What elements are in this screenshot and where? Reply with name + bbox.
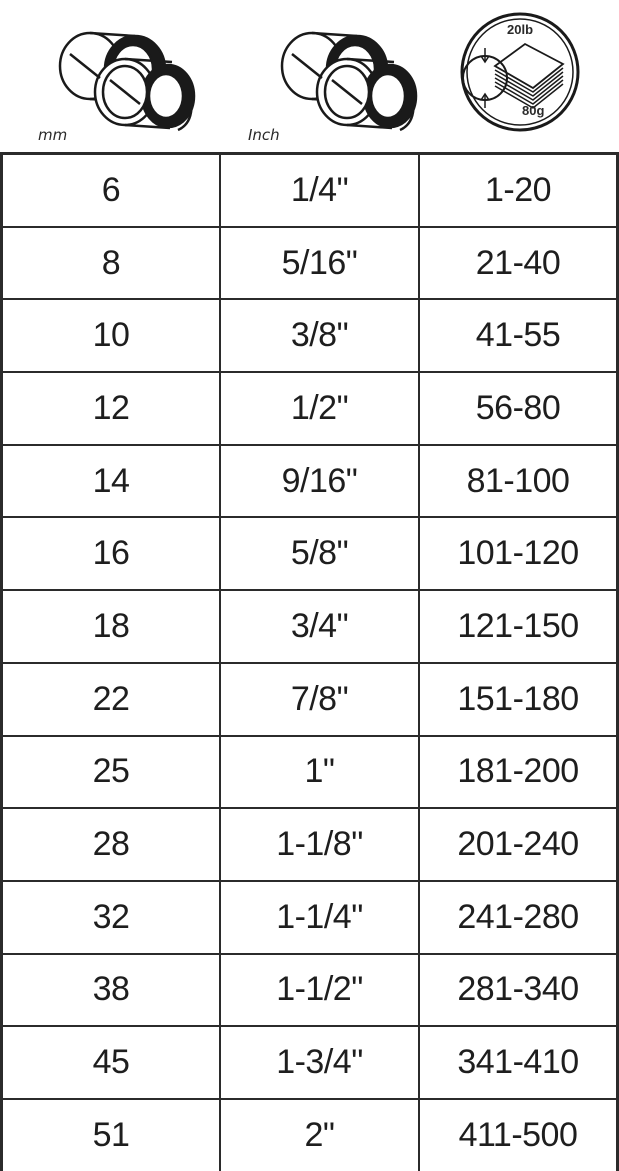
binding-coil-icon <box>262 14 422 142</box>
table-row <box>2 227 618 300</box>
binding-size-table <box>0 152 619 1171</box>
table-row <box>2 154 618 227</box>
inch-cell: 3/4" <box>220 590 419 663</box>
table-row <box>2 590 618 663</box>
table-row <box>2 299 618 372</box>
table-row <box>2 517 618 590</box>
sheets-cell: 411-500 <box>419 1099 618 1171</box>
inch-cell: 1/2" <box>220 372 419 445</box>
inch-cell: 1-1/4" <box>220 881 419 954</box>
table-row <box>2 954 618 1027</box>
paper-weight-g: 80g <box>522 103 545 118</box>
mm-cell: 8 <box>2 227 221 300</box>
table-row <box>2 881 618 954</box>
mm-label: mm <box>38 126 68 144</box>
mm-cell: 18 <box>2 590 221 663</box>
inch-cell: 2" <box>220 1099 419 1171</box>
mm-cell: 51 <box>2 1099 221 1171</box>
mm-cell: 6 <box>2 154 221 227</box>
table-row <box>2 736 618 809</box>
sheets-cell: 241-280 <box>419 881 618 954</box>
mm-cell: 12 <box>2 372 221 445</box>
mm-cell: 10 <box>2 299 221 372</box>
sheets-cell: 1-20 <box>419 154 618 227</box>
mm-cell: 14 <box>2 445 221 518</box>
sheets-cell: 151-180 <box>419 663 618 736</box>
inch-cell: 1" <box>220 736 419 809</box>
inch-cell: 1-1/8" <box>220 808 419 881</box>
table-row <box>2 1026 618 1099</box>
mm-cell: 32 <box>2 881 221 954</box>
table-body <box>2 154 618 1171</box>
sheets-cell: 281-340 <box>419 954 618 1027</box>
sheets-cell: 121-150 <box>419 590 618 663</box>
sheets-cell: 201-240 <box>419 808 618 881</box>
inch-cell: 5/8" <box>220 517 419 590</box>
binding-coil-icon <box>40 14 200 142</box>
sheets-cell: 181-200 <box>419 736 618 809</box>
table-row <box>2 1099 618 1171</box>
paper-weight-lb: 20lb <box>507 22 534 37</box>
sheets-cell: 81-100 <box>419 445 618 518</box>
mm-cell: 45 <box>2 1026 221 1099</box>
table-row <box>2 808 618 881</box>
inch-cell: 9/16" <box>220 445 419 518</box>
sheets-cell: 101-120 <box>419 517 618 590</box>
sheets-cell: 41-55 <box>419 299 618 372</box>
table-row <box>2 445 618 518</box>
inch-cell: 1/4" <box>220 154 419 227</box>
inch-cell: 5/16" <box>220 227 419 300</box>
mm-cell: 22 <box>2 663 221 736</box>
table-row <box>2 663 618 736</box>
inch-cell: 3/8" <box>220 299 419 372</box>
table-header-icons <box>0 0 619 152</box>
sheets-cell: 21-40 <box>419 227 618 300</box>
inch-cell: 1-1/2" <box>220 954 419 1027</box>
table-row <box>2 372 618 445</box>
inch-cell: 7/8" <box>220 663 419 736</box>
sheets-cell: 341-410 <box>419 1026 618 1099</box>
sheets-cell: 56-80 <box>419 372 618 445</box>
mm-cell: 16 <box>2 517 221 590</box>
mm-cell: 38 <box>2 954 221 1027</box>
inch-label: Inch <box>248 126 280 144</box>
mm-cell: 28 <box>2 808 221 881</box>
inch-cell: 1-3/4" <box>220 1026 419 1099</box>
mm-cell: 25 <box>2 736 221 809</box>
